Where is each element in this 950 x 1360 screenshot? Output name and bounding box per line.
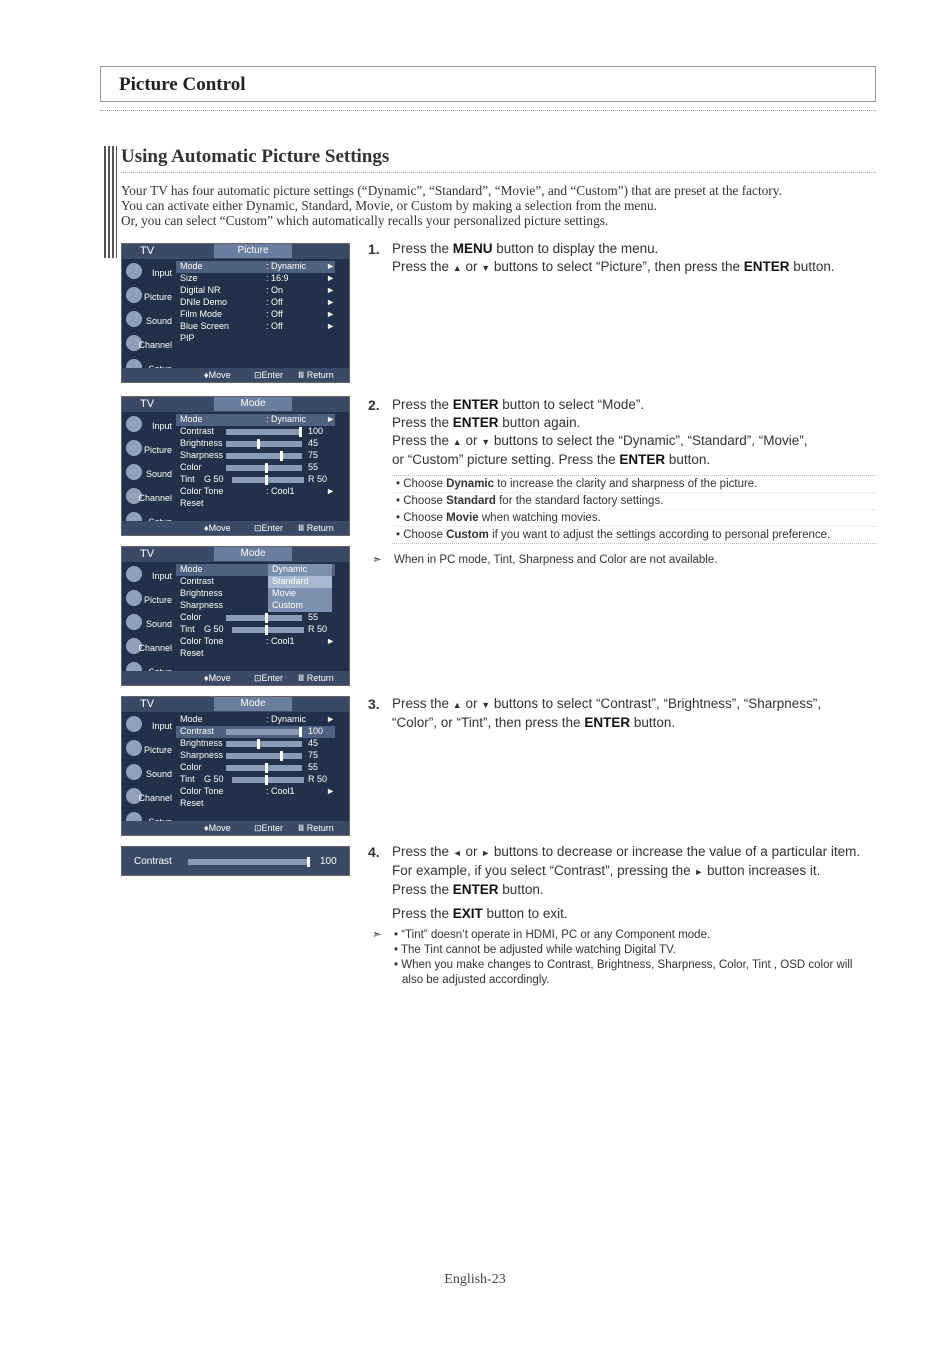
tv-screen-mode-adjust (121, 696, 350, 836)
bar-knob[interactable] (265, 475, 268, 485)
return-hint: Ⅲ Return (298, 370, 334, 380)
note-icon: ➣ (372, 554, 382, 566)
bar-knob[interactable] (265, 763, 268, 773)
down-arrow-icon: ▼ (481, 263, 491, 273)
left-arrow-icon: ◄ (452, 848, 462, 858)
menu-row-pip[interactable]: PIP (180, 333, 195, 343)
side-item-picture[interactable]: Picture (122, 587, 174, 611)
intro-line: You can activate either Dynamic, Standard, Movie, or Custom by making a selection from the menu. (121, 198, 657, 213)
tv-label: TV (140, 398, 155, 410)
divider (100, 110, 876, 111)
sound-icon (126, 614, 142, 630)
menu-row-color-tone[interactable]: Color Tone : Cool1 ► (180, 786, 335, 796)
level-bar[interactable] (226, 441, 302, 447)
menu-row-brightness[interactable]: Brightness 45 (180, 438, 319, 448)
menu-row-color[interactable]: Color 55 (180, 462, 319, 472)
picture-icon (126, 740, 142, 756)
menu-row-mode[interactable]: Mode : Dynamic ► (176, 261, 335, 273)
level-bar[interactable] (226, 729, 302, 735)
dropdown-option[interactable]: Movie (272, 588, 297, 598)
enter-hint: ⊡Enter (254, 673, 284, 683)
picture-icon (126, 590, 142, 606)
side-item-channel[interactable]: Channel (122, 485, 174, 509)
step-number: 1. (368, 241, 380, 257)
step-line: or “Custom” picture setting. Press the ENTER button. (392, 452, 711, 467)
input-icon (126, 416, 142, 432)
side-menu (122, 260, 174, 368)
step-line: Press the ▲ or ▼ buttons to select “Contrast”, “Brightness”, “Sharpness”, (392, 696, 822, 711)
level-bar[interactable] (226, 465, 302, 471)
level-bar[interactable] (226, 429, 302, 435)
intro-text (121, 183, 871, 228)
note-icon: ➣ (372, 929, 382, 941)
level-bar[interactable] (232, 477, 304, 483)
up-arrow-icon: ▲ (452, 700, 462, 710)
menu-row-contrast[interactable]: Contrast 100 (180, 426, 324, 436)
screen-bottombar (122, 521, 349, 535)
mode-dropdown[interactable] (268, 564, 332, 612)
mode-options-list (392, 475, 877, 544)
bar-knob[interactable] (265, 625, 268, 635)
menu-row-mode[interactable]: Mode : Dynamic ► (180, 714, 335, 724)
side-item-sound[interactable]: Sound (122, 461, 174, 485)
level-bar[interactable] (232, 777, 304, 783)
menu-row-reset[interactable]: Reset (180, 498, 204, 508)
menu-row-mode[interactable]: Mode : Dynamic ► (176, 414, 335, 426)
menu-row-film-mode[interactable]: Film Mode : Off ► (180, 309, 335, 319)
option-item: • Choose Standard for the standard factory settings. (392, 493, 877, 510)
enter-hint: ⊡Enter (254, 823, 284, 833)
note-line: • When you make changes to Contrast, Brightness, Sharpness, Color, Tint , OSD color will (394, 959, 853, 971)
picture-icon (126, 287, 142, 303)
menu-row-reset[interactable]: Reset (180, 798, 204, 808)
menu-row-mode[interactable]: Mode (176, 564, 335, 576)
step-line: Press the ▲ or ▼ buttons to select the “Dynamic”, “Standard”, “Movie”, (392, 433, 808, 448)
step-line: “Color”, or “Tint”, then press the ENTER button. (392, 715, 676, 730)
page-number: English-23 (444, 1272, 506, 1287)
slider-value: 100 (320, 856, 337, 867)
bar-knob[interactable] (265, 463, 268, 473)
menu-row-blue-screen[interactable]: Blue Screen : Off ► (180, 321, 335, 331)
level-bar[interactable] (226, 765, 302, 771)
dropdown-option[interactable]: Dynamic (272, 564, 308, 574)
bar-knob[interactable] (265, 775, 268, 785)
level-bar[interactable] (226, 753, 302, 759)
bar-knob[interactable] (280, 751, 283, 761)
step-1 (368, 240, 878, 277)
section-header (100, 66, 876, 102)
menu-row-contrast[interactable]: Contrast (180, 576, 215, 586)
bar-knob[interactable] (280, 451, 283, 461)
side-item-sound[interactable]: Sound (122, 611, 174, 635)
step-line: Press the ◄ or ► buttons to decrease or increase the value of a particular item. (392, 844, 861, 859)
step-line: Press the ENTER button to select “Mode”. (392, 397, 645, 412)
side-item-input[interactable]: Input (122, 413, 174, 437)
return-hint: Ⅲ Return (298, 523, 334, 533)
return-hint: Ⅲ Return (298, 673, 334, 683)
note-pc-mode: ➣ When in PC mode, Tint, Sharpness and Color are not available. (372, 554, 718, 566)
menu-row-sharpness[interactable]: Sharpness 75 (180, 750, 319, 760)
menu-row-brightness[interactable]: Brightness 45 (180, 738, 319, 748)
screen-topbar (122, 244, 349, 259)
menu-row-sharpness[interactable]: Sharpness (180, 600, 224, 610)
right-arrow-icon: ► (694, 867, 704, 877)
side-item-input[interactable]: Input (122, 260, 174, 284)
level-bar[interactable] (226, 615, 302, 621)
tv-label: TV (140, 548, 155, 560)
menu-row-tint[interactable]: Tint G 50 R 50 (180, 624, 328, 634)
bar-knob[interactable] (257, 439, 260, 449)
menu-row-color[interactable]: Color 55 (180, 762, 319, 772)
up-arrow-icon: ▲ (452, 263, 462, 273)
screen-bottombar (122, 821, 349, 835)
divider (121, 172, 876, 173)
menu-panel (176, 714, 335, 819)
notes-tint (372, 928, 877, 988)
tv-label: TV (140, 245, 155, 257)
menu-row-sharpness[interactable]: Sharpness 75 (180, 450, 319, 460)
tv-screen-picture (121, 243, 350, 383)
menu-row-tint[interactable]: Tint G 50 R 50 (180, 774, 328, 784)
section-marker (104, 146, 117, 258)
slider-knob[interactable] (307, 857, 310, 867)
side-item-picture[interactable]: Picture (122, 284, 174, 308)
step-line: Press the ENTER button. (392, 882, 544, 897)
side-item-channel[interactable]: Channel (122, 635, 174, 659)
menu-row-digital-nr[interactable]: Digital NR : On ► (180, 285, 335, 295)
screen-topbar (122, 697, 349, 712)
intro-line: Your TV has four automatic picture settings (“Dynamic”, “Standard”, “Movie”, and “Custom”) that are preset at the factory. (121, 183, 782, 198)
screen-topbar (122, 547, 349, 562)
menu-row-size[interactable]: Size : 16:9 ► (180, 273, 335, 283)
picture-icon (126, 440, 142, 456)
note-line: also be adjusted accordingly. (402, 974, 550, 986)
step-number: 2. (368, 397, 380, 413)
move-hint: ♦Move (204, 370, 231, 380)
menu-row-contrast[interactable]: Contrast 100 (176, 726, 335, 738)
menu-title: Mode (214, 547, 292, 561)
sound-icon (126, 764, 142, 780)
tv-label: TV (140, 698, 155, 710)
menu-panel (176, 261, 335, 366)
bar-knob[interactable] (299, 727, 302, 737)
side-item-picture[interactable]: Picture (122, 737, 174, 761)
input-icon (126, 263, 142, 279)
down-arrow-icon: ▼ (481, 700, 491, 710)
level-bar[interactable] (226, 453, 302, 459)
side-menu (122, 413, 174, 521)
step-line: Press the ▲ or ▼ buttons to select “Picture”, then press the ENTER button. (392, 259, 835, 274)
menu-title: Mode (214, 697, 292, 711)
menu-row-color[interactable]: Color 55 (180, 612, 319, 622)
slider-label: Contrast (134, 856, 172, 867)
menu-panel (176, 414, 335, 519)
enter-hint: ⊡Enter (254, 370, 284, 380)
section-title: Using Automatic Picture Settings (121, 146, 390, 167)
step-4 (368, 843, 878, 923)
side-item-picture[interactable]: Picture (122, 437, 174, 461)
screen-bottombar (122, 671, 349, 685)
screen-bottombar (122, 368, 349, 382)
step-line: Press the MENU button to display the menu. (392, 241, 659, 256)
step-number: 4. (368, 844, 380, 860)
level-bar[interactable] (226, 741, 302, 747)
down-arrow-icon: ▼ (481, 437, 491, 447)
bar-knob[interactable] (265, 613, 268, 623)
up-arrow-icon: ▲ (452, 437, 462, 447)
return-hint: Ⅲ Return (298, 823, 334, 833)
menu-row-color-tone[interactable]: Color Tone : Cool1 ► (180, 636, 335, 646)
move-hint: ♦Move (204, 823, 231, 833)
side-item-channel[interactable]: Channel (122, 332, 174, 356)
sound-icon (126, 464, 142, 480)
header-title: Picture Control (119, 74, 246, 95)
menu-row-reset[interactable]: Reset (180, 648, 204, 658)
side-item-input[interactable]: Input (122, 713, 174, 737)
side-item-sound[interactable]: Sound (122, 761, 174, 785)
side-item-input[interactable]: Input (122, 563, 174, 587)
enter-hint: ⊡Enter (254, 523, 284, 533)
move-hint: ♦Move (204, 523, 231, 533)
step-number: 3. (368, 696, 380, 712)
note-line: ➣ • “Tint” doesn’t operate in HDMI, PC or any Component mode. (372, 929, 711, 941)
slider-track[interactable] (188, 859, 310, 865)
step-line: Press the EXIT button to exit. (392, 906, 568, 921)
tv-screen-mode (121, 396, 350, 536)
menu-row-dnie-demo[interactable]: DNIe Demo : Off ► (180, 297, 335, 307)
move-hint: ♦Move (204, 673, 231, 683)
tv-screen-mode-dropdown (121, 546, 350, 686)
right-arrow-icon: ► (481, 848, 491, 858)
level-bar[interactable] (232, 627, 304, 633)
contrast-slider-screen (121, 846, 350, 876)
step-3 (368, 695, 878, 732)
sound-icon (126, 311, 142, 327)
dropdown-option[interactable]: Custom (272, 600, 304, 610)
menu-row-color-tone[interactable]: Color Tone : Cool1 ► (180, 486, 335, 496)
option-item: • Choose Custom if you want to adjust the settings according to personal preference. (396, 529, 831, 541)
menu-row-tint[interactable]: Tint G 50 R 50 (180, 474, 328, 484)
menu-row-brightness[interactable]: Brightness (180, 588, 223, 598)
bar-knob[interactable] (257, 739, 260, 749)
step-line: For example, if you select “Contrast”, pressing the ► button increases it. (392, 863, 821, 878)
side-menu (122, 563, 174, 671)
side-item-sound[interactable]: Sound (122, 308, 174, 332)
step-2 (368, 396, 878, 469)
menu-title: Picture (214, 244, 292, 258)
side-item-channel[interactable]: Channel (122, 785, 174, 809)
option-item: • Choose Movie when watching movies. (392, 510, 877, 527)
menu-title: Mode (214, 397, 292, 411)
note-line: • The Tint cannot be adjusted while watching Digital TV. (394, 944, 676, 956)
input-icon (126, 716, 142, 732)
screen-topbar (122, 397, 349, 412)
side-menu (122, 713, 174, 821)
intro-line: Or, you can select “Custom” which automatically recalls your personalized picture settings. (121, 213, 609, 228)
option-item: • Choose Dynamic to increase the clarity and sharpness of the picture. (392, 476, 877, 493)
dropdown-option-selected[interactable]: Standard (268, 576, 332, 588)
step-line: Press the ENTER button again. (392, 415, 581, 430)
input-icon (126, 566, 142, 582)
bar-knob[interactable] (299, 427, 302, 437)
